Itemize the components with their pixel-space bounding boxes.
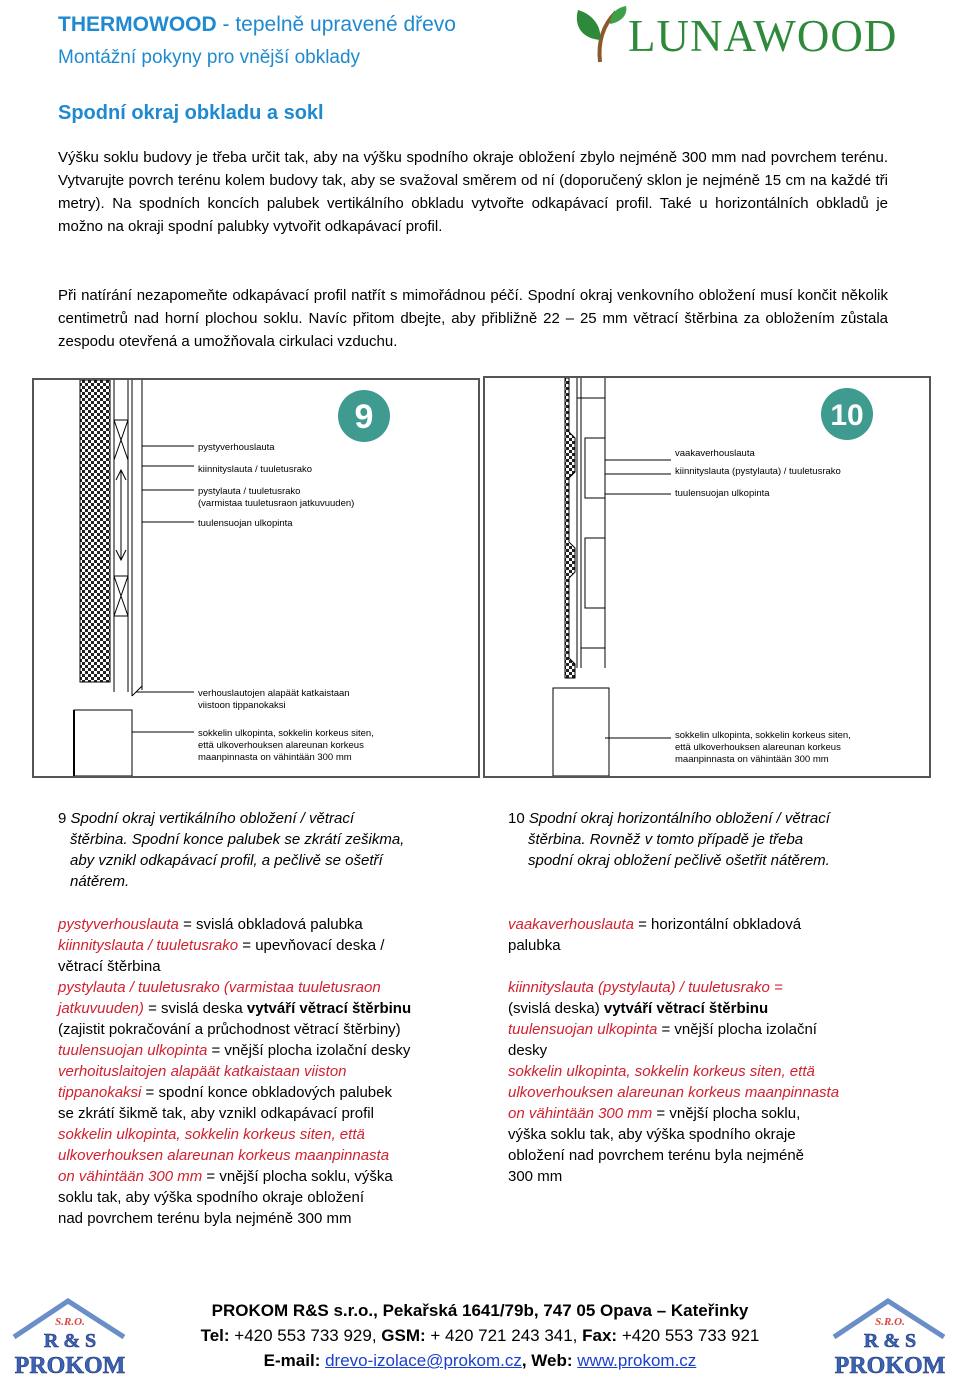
figure-10-caption: 10 Spodní okraj horizontálního obložení / větrací štěrbina. Rovněž v tomto případě je třeba spodní okraj obložení pečlivě ošetřit nátěrem. (508, 810, 830, 869)
lunawood-logo (570, 4, 940, 66)
fig9-label-3b: (varmistaa tuuletusraon jatkuvuuden) (198, 498, 355, 509)
document-subtitle: Montážní pokyny pro vnější obklady (58, 47, 361, 68)
fig9-label-5a: verhouslautojen alapäät katkaistaan (198, 688, 350, 699)
prokom-logo-left (4, 1297, 134, 1379)
glossary-left: pystyverhouslauta = svislá obkladová palubka kiinnityslauta / tuuletusrako = upevňovací deska / větrací štěrbina pystylauta / tuuletusrako (varmistaa tuuletusraon jatkuvuuden) = svislá deska vytváří větrací štěrbinu (zajistit pokračování a průchodnost větrací štěrbiny) tuulensuojan ulkopinta = vnější plocha izolační desky verhoituslaitojen alapäät katkaistaan viiston tippanokaksi = spodní konce obkladových palubek se zkrátí šikmě tak, aby vznikl odkapávací profil sokkelin ulkopinta, sokkelin korkeus siten, että ulkoverhouksen alareunan korkeus maanpinnasta on vähintään 300 mm = vnější plocha soklu, výška soklu tak, aby výška spodního okraje obložení nad povrchem terénu byla nejméně 300 mm (58, 916, 412, 1227)
svg-text:R & S: R & S (863, 1330, 917, 1352)
fig9-label-6c: maanpinnasta on vähintään 300 mm (198, 752, 352, 763)
leaf-icon (570, 4, 630, 66)
footer-company: PROKOM R&S s.r.o., Pekařská 1641/79b, 747 05 Opava – Kateřinky (211, 1301, 749, 1320)
section-title: Spodní okraj obkladu a sokl (58, 102, 324, 124)
prokom-logo-right (824, 1297, 954, 1379)
paragraph-1: Výšku soklu budovy je třeba určit tak, aby na výšku spodního okraje obložení zbylo nejméně 300 mm nad povrchem terénu. Vytvarujte povrch terénu kolem budovy tak, aby se svažoval směrem od ní (doporučený sklon je nejméně 15 cm na každé tři metry). Na spodních koncích palubek vertikálního obkladu vytvořte odkapávací profil. Také u horizontálních obkladů je možno na okraji spodní palubky vytvořit odkapávací profil. (58, 149, 888, 235)
fig10-label-3: tuulensuojan ulkopinta (675, 488, 770, 499)
paragraph-2: Při natírání nezapomeňte odkapávací profil natřít s mimořádnou péčí. Spodní okraj venkovního obložení musí končit několik centimetrů nad horní plochou soklu. Navíc přitom dbejte, aby přibližně 22 – 25 mm větrací štěrbina za obložením zůstala zespodu otevřená a umožňovala cirkulaci vzduchu. (58, 287, 888, 350)
fig10-label-4b: että ulkoverhouksen alareunan korkeus (675, 742, 841, 753)
fig9-label-5b: viistoon tippanokaksi (198, 700, 286, 711)
svg-text:S.R.O.: S.R.O. (55, 1316, 85, 1328)
svg-text:PROKOM: PROKOM (834, 1353, 946, 1379)
footer-phones: Tel: +420 553 733 929, GSM: + 420 721 243 341, Fax: +420 553 733 921 (200, 1326, 760, 1345)
svg-text:R & S: R & S (43, 1330, 97, 1352)
glossary-right: vaakaverhouslauta = horizontální obkladová palubka kiinnityslauta (pystylauta) / tuuletusrako = (svislá deska) vytváří větrací štěrbinu tuulensuojan ulkopinta = vnější plocha izolační desky sokkelin ulkopinta, sokkelin korkeus siten, että ulkoverhouksen alareunan korkeus maanpinnasta on vähintään 300 mm = vnější plocha soklu, výška soklu tak, aby výška spodního okraje obložení nad povrchem terénu byla nejméně 300 mm (508, 916, 840, 1185)
fig10-label-4a: sokkelin ulkopinta, sokkelin korkeus siten, (675, 730, 851, 741)
fig9-label-2: kiinnityslauta / tuuletusrako (198, 464, 313, 475)
fig10-label-2: kiinnityslauta (pystylauta) / tuuletusrako (675, 466, 841, 477)
footer-contacts: E-mail: drevo-izolace@prokom.cz, Web: www.prokom.cz (263, 1351, 697, 1370)
fig9-label-1: pystyverhouslauta (198, 442, 275, 453)
svg-text:S.R.O.: S.R.O. (875, 1316, 905, 1328)
email-link[interactable]: drevo-izolace@prokom.cz (325, 1351, 522, 1370)
fig9-label-3a: pystylauta / tuuletusrako (198, 486, 301, 497)
document-title: THERMOWOOD - tepelně upravené dřevo (58, 13, 456, 36)
logo-text: LUNAWOOD (628, 11, 898, 61)
figure-10-number: 10 (830, 399, 864, 432)
web-link[interactable]: www.prokom.cz (577, 1351, 697, 1370)
fig10-label-4c: maanpinnasta on vähintään 300 mm (675, 754, 829, 765)
fig10-label-1: vaakaverhouslauta (675, 448, 755, 459)
figure-9-caption: 9 Spodní okraj vertikálního obložení / větrací štěrbina. Spodní konce palubek se zkrátí zešikma, aby vznikl odkapávací profil, a pečlivě se ošetří nátěrem. (58, 810, 405, 890)
fig9-label-6b: että ulkoverhouksen alareunan korkeus (198, 740, 364, 751)
svg-text:PROKOM: PROKOM (14, 1353, 126, 1379)
figure-9-number: 9 (354, 398, 374, 436)
fig9-label-6a: sokkelin ulkopinta, sokkelin korkeus siten, (198, 728, 374, 739)
figure-9-diagram (32, 378, 480, 778)
fig9-label-4: tuulensuojan ulkopinta (198, 518, 293, 529)
figure-10-diagram (483, 376, 931, 778)
